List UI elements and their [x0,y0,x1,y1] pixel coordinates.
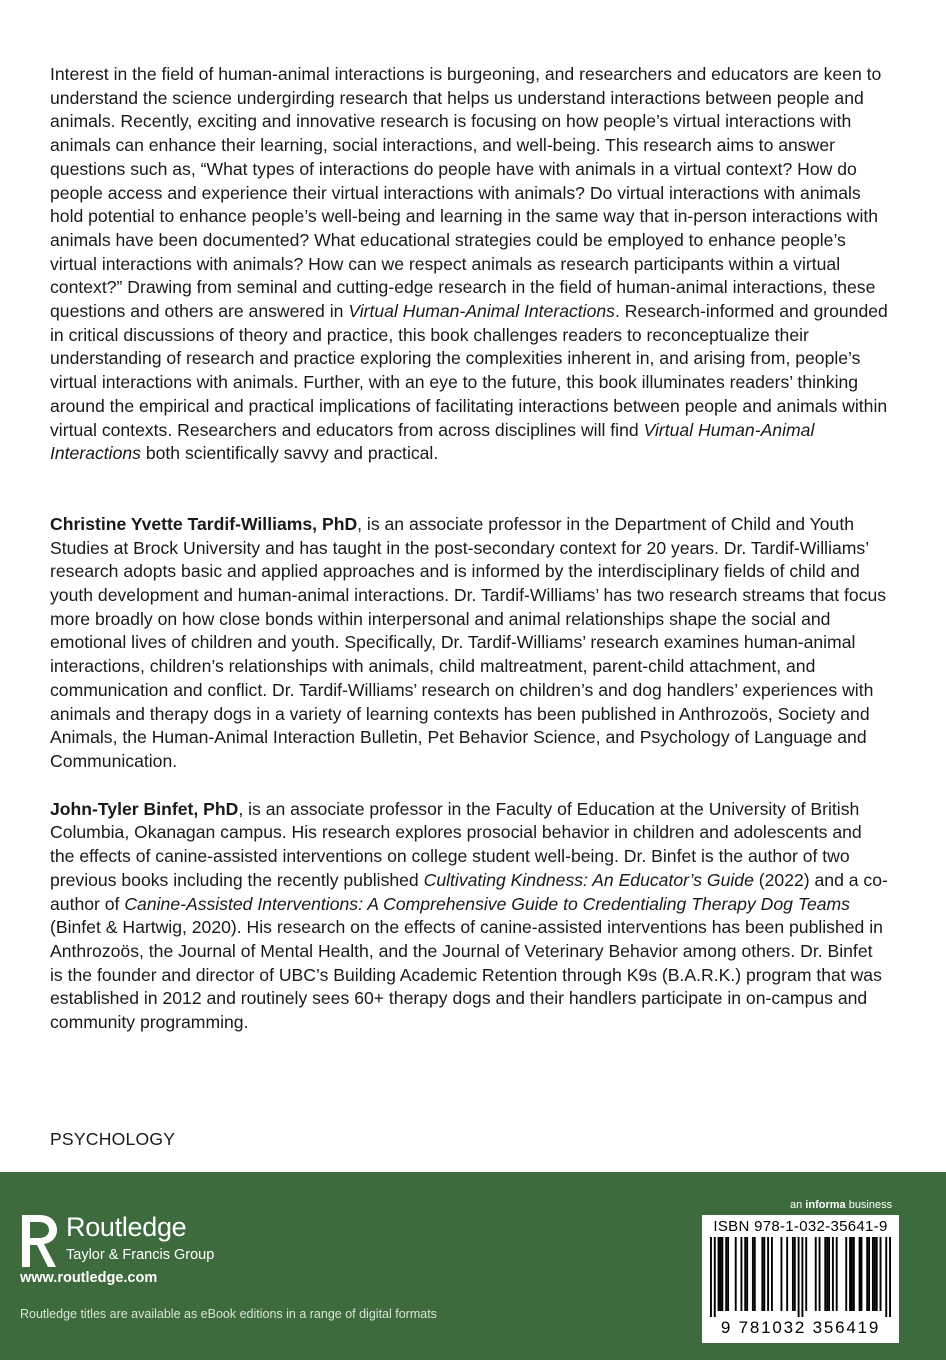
author-bio-text: , is an associate professor in the Faculty of Education at the University of British Columbia, Okanagan campus. His research explores prosocial behavior in children and adolescents and the effects of canine-assisted interventions on college student well-being. Dr. Binfet is the author of two previous books including the recently published [50,798,862,890]
barcode-bar [859,1237,861,1311]
book-title-italic: Canine-Assisted Interventions: A Comprehensive Guide to Credentialing Therapy Dog Teams [124,893,850,914]
barcode-bar [836,1237,838,1311]
barcode-bar [866,1237,868,1311]
publisher-group: Taylor & Francis Group [66,1247,215,1263]
barcode-bar [861,1237,863,1311]
book-title-italic: Cultivating Kindness: An Educator’s Guide [423,869,754,890]
barcode-bar [727,1237,729,1311]
barcode-bar [710,1237,712,1317]
barcode-bar [771,1237,773,1311]
routledge-logo-icon [20,1213,60,1269]
barcode-bar [805,1237,807,1311]
barcode-bar [786,1237,788,1311]
barcode-bar [885,1237,887,1317]
publisher-url[interactable]: www.routledge.com [20,1270,158,1286]
author-name: Christine Yvette Tardif-Williams, PhD [50,513,358,534]
barcode-bar [845,1237,847,1311]
barcode-bar [780,1237,782,1311]
barcode-bar [815,1237,817,1311]
publisher-name: Routledge [66,1212,187,1242]
barcode-bar [725,1237,727,1311]
barcode-bar [872,1237,874,1311]
barcode-bar [801,1237,803,1317]
barcode-bar [746,1237,748,1311]
barcode-bar [754,1237,756,1311]
barcode-bar [714,1237,716,1317]
description-text-1: Interest in the field of human-animal interactions is burgeoning, and researchers and educators are keen to understand the science undergirding research that helps us understand interactions between people and animals. Recently, exciting and innovative research is focusing on how people’s virtual interactions with animals can enhance their learning, social interactions, and well-being. This research aims to answer questions such as, “What types of interactions do people have with animals in a virtual context? How do people access and experience their virtual interactions with animals? Do virtual interactions with animals hold potential to enhance people’s well-being and learning in the same way that in-person interactions with animals have been documented? What educational strategies could be employed to enhance people’s virtual interactions with animals? How can we respect animals as research participants within a virtual context?” Drawing from seminal and cutting-edge research in the field of human-animal interactions, these questions and others are answered in [50,64,882,322]
book-title-italic: Virtual Human-Animal Interactions [348,301,615,322]
barcode-bar [819,1237,821,1311]
ebook-note: Routledge titles are available as eBook editions in a range of digital formats [20,1307,437,1321]
description-text-3: both scientifically savvy and practical. [140,443,439,464]
barcode-bar [874,1237,876,1311]
informa-business-label: an informa business [790,1199,893,1211]
barcode-bar [889,1237,891,1317]
barcode-bar [763,1237,765,1311]
barcode-bar [868,1237,870,1311]
subject-category: PSYCHOLOGY [50,1129,176,1149]
barcode-bar [880,1237,882,1311]
barcode-bar [735,1237,737,1311]
barcode-bar [720,1237,722,1311]
barcode-bar [798,1237,800,1317]
barcode-bar [824,1237,826,1311]
isbn-block [702,1215,899,1343]
barcode-bar [832,1237,834,1311]
barcode-bar [794,1237,796,1311]
barcode-bar [826,1237,828,1311]
barcode-bar [828,1237,830,1311]
author-name: John-Tyler Binfet, PhD [50,798,239,819]
barcode-bar [851,1237,853,1311]
author-bio-text: (2022) and a co-author of [50,869,888,914]
back-cover-text [50,63,890,1035]
barcode-bar [740,1237,742,1311]
book-title-italic: Virtual Human-Animal Interactions [50,419,815,464]
author-bio-1 [50,513,890,774]
barcode-bar [761,1237,763,1311]
book-description [50,63,890,466]
barcode-bar [792,1237,794,1311]
barcode-bar [744,1237,746,1311]
barcode-icon [710,1237,891,1317]
barcode-bar [721,1237,723,1311]
description-text-2: . Research-informed and grounded in critical discussions of theory and practice, this book challenges readers to reconceptualize their understanding of research and practice exploring the complexities inherent in, and arising from, people’s virtual interactions with animals. Further, with an eye to the future, this book illuminates readers’ thinking around the empirical and practical implications of facilitating interactions between people and animals within virtual contexts. Researchers and educators from across disciplines will find [50,301,888,440]
author-bio-2 [50,798,890,1035]
barcode-bar [876,1237,878,1311]
barcode-digits: 9 781032 356419 [720,1318,881,1337]
barcode-bar [849,1237,851,1311]
barcode-bar [767,1237,769,1311]
author-bio-text: , is an associate professor in the Department of Child and Youth Studies at Brock University and has taught in the post-secondary context for 20 years. Dr. Tardif-Williams’ research adopts basic and applied approaches and is informed by the interdisciplinary fields of child and youth development and human-animal interactions. Dr. Tardif-Williams’ has two research streams that focus more broadly on how close bonds within interpersonal and animal relationships shape the social and emotional lives of children and youth. Specifically, Dr. Tardif-Williams’ research examines human-animal interactions, children’s relationships with animals, child maltreatment, parent-child attachment, and communication and conflict. Dr. Tardif-Williams’ research on children’s and dog handlers’ experiences with animals and therapy dogs in a variety of learning contexts has been published in Anthrozoös, Society and Animals, the Human-Animal Interaction Bulletin, Pet Behavior Science, and Psychology of Language and Communication. [50,513,887,771]
barcode-bar [718,1237,720,1311]
barcode-bar [853,1237,855,1311]
barcode-bar [752,1237,754,1311]
author-bio-text: (Binfet & Hartwig, 2020). His research on the effects of canine-assisted interventions has been published in Anthrozoös, the Journal of Mental Health, and the Journal of Veterinary Behavior among others. Dr. Binfet is the founder and director of UBC’s Building Academic Retention through K9s (B.A.R.K.) program that was established in 2012 and routinely sees 60+ therapy dogs and their handlers participate in on-campus and community programming. [50,917,883,1033]
isbn-label: ISBN 978-1-032-35641-9 [713,1218,888,1235]
